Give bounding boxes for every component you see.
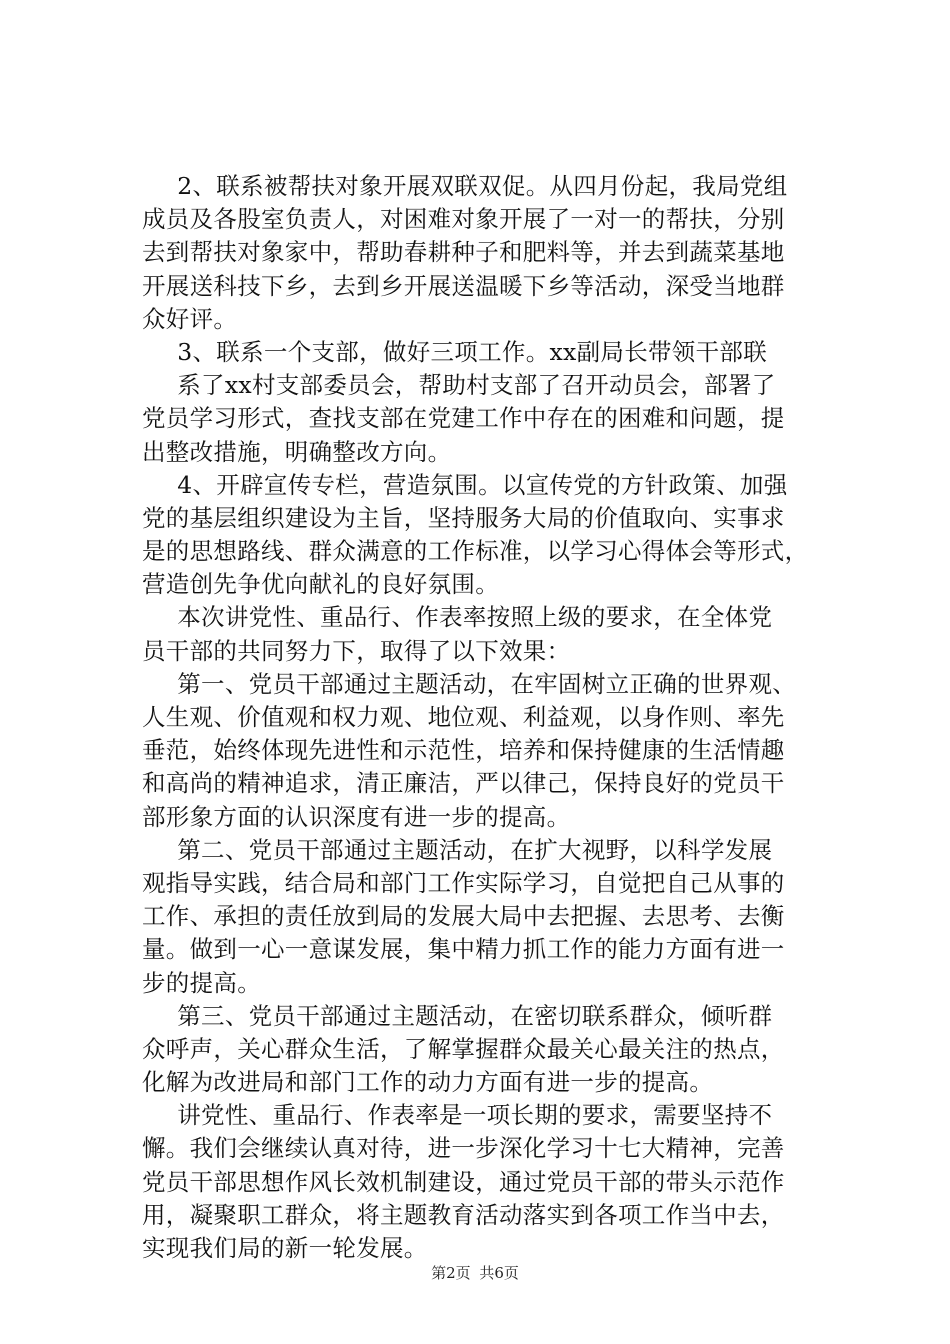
document-body <box>142 170 822 1265</box>
text-line: 成员及各股室负责人，对困难对象开展了一对一的帮扶，分别 <box>142 205 785 234</box>
text-line: 党的基层组织建设为主旨，坚持服务大局的价值取向、实事求 <box>142 503 785 532</box>
text-line: 步的提高。 <box>142 968 261 997</box>
text-line: 用，凝聚职工群众，将主题教育活动落实到各项工作当中去， <box>142 1200 785 1229</box>
page-footer <box>0 1262 950 1283</box>
page-total: 共6页 <box>479 1264 519 1282</box>
text-line: 部形象方面的认识深度有进一步的提高。 <box>142 802 571 831</box>
text-line: 量。做到一心一意谋发展，集中精力抓工作的能力方面有进一 <box>142 935 785 964</box>
text-line: 本次讲党性、重品行、作表率按照上级的要求，在全体党 <box>177 603 773 632</box>
text-line: 众好评。 <box>142 304 238 333</box>
text-line: 观指导实践，结合局和部门工作实际学习，自觉把自己从事的 <box>142 868 785 897</box>
text-line: 讲党性、重品行、作表率是一项长期的要求，需要坚持不 <box>177 1101 773 1130</box>
text-line: 实现我们局的新一轮发展。 <box>142 1234 428 1262</box>
text-line: 开展送科技下乡，去到乡开展送温暖下乡等活动，深受当地群 <box>142 271 785 300</box>
text-line: 化解为改进局和部门工作的动力方面有进一步的提高。 <box>142 1068 714 1097</box>
text-line: 党员干部思想作风长效机制建设，通过党员干部的带头示范作 <box>142 1167 785 1196</box>
text-line: 人生观、价值观和权力观、地位观、利益观，以身作则、率先 <box>142 703 785 731</box>
text-line: 和高尚的精神追求，清正廉洁，严以律己，保持良好的党员干 <box>142 769 785 798</box>
text-line: 营造创先争优向献礼的良好氛围。 <box>142 570 499 599</box>
text-line: 去到帮扶对象家中，帮助春耕种子和肥料等，并去到蔬菜基地 <box>142 238 785 267</box>
text-line: 是的思想路线、群众满意的工作标准，以学习心得体会等形式， <box>142 537 809 566</box>
text-line: 2、联系被帮扶对象开展双联双促。从四月份起，我局党组 <box>177 172 788 200</box>
text-line: 第一、党员干部通过主题活动，在牢固树立正确的世界观、 <box>177 669 797 698</box>
text-line: 3、联系一个支部，做好三项工作。xx副局长带领干部联 <box>177 337 768 366</box>
text-line: 懈。我们会继续认真对待，进一步深化学习十七大精神，完善 <box>142 1134 785 1163</box>
page-number: 第2页 <box>431 1264 471 1282</box>
text-line: 4、开辟宣传专栏，营造氛围。以宣传党的方针政策、加强 <box>177 470 788 499</box>
text-line: 出整改措施，明确整改方向。 <box>142 437 452 466</box>
text-line: 第三、党员干部通过主题活动，在密切联系群众，倾听群 <box>177 1001 773 1030</box>
text-line: 党员学习形式，查找支部在党建工作中存在的困难和问题，提 <box>142 404 785 433</box>
text-line: 员干部的共同努力下，取得了以下效果： <box>142 636 571 665</box>
text-line: 第二、党员干部通过主题活动，在扩大视野，以科学发展 <box>177 835 773 864</box>
text-line: 垂范，始终体现先进性和示范性，培养和保持健康的生活情趣 <box>142 736 785 765</box>
text-line: 系了xx村支部委员会，帮助村支部了召开动员会，部署了 <box>177 371 776 400</box>
text-line: 众呼声，关心群众生活，了解掌握群众最关心最关注的热点， <box>142 1034 785 1063</box>
text-line: 工作、承担的责任放到局的发展大局中去把握、去思考、去衡 <box>142 902 785 931</box>
